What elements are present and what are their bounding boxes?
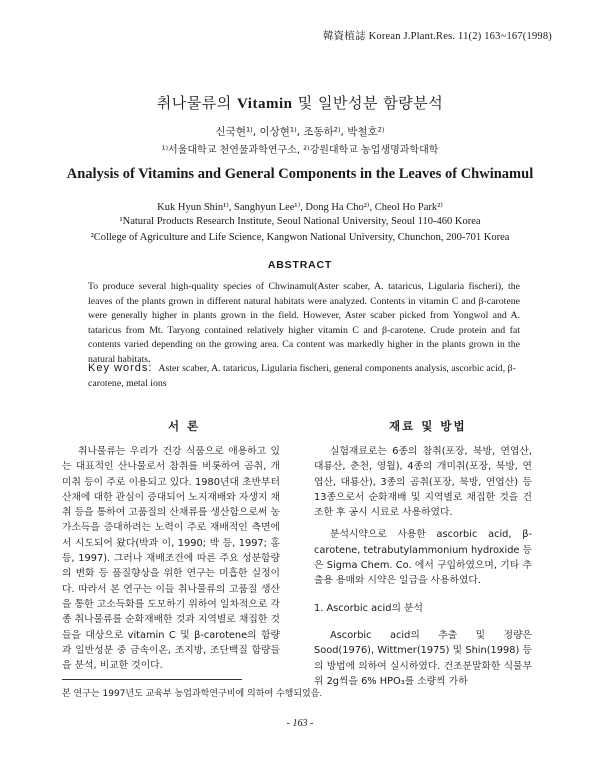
- right-column: [314, 444, 532, 689]
- abstract-heading: ABSTRACT: [267, 259, 333, 271]
- korean-authors: 신국현¹⁾, 이상현¹⁾, 조동하²⁾, 박철호²⁾: [215, 126, 385, 138]
- english-affiliation-2: ²College of Agriculture and Life Science, Kangwon National University, Chunchon, 200-701 Korea: [90, 232, 510, 243]
- keywords-text: Aster scaber, A. tataricus, Ligularia fischeri, general components analysis, ascorbic acid, β-carotene, metal ions: [88, 363, 516, 389]
- journal-header: 韓資植誌 Korean J.Plant.Res. 11(2) 163~167(1998): [322, 31, 552, 42]
- english-authors: Kuk Hyun Shin¹⁾, Sanghyun Lee¹⁾, Dong Ha Cho²⁾, Cheol Ho Park²⁾: [157, 202, 443, 213]
- introduction-paragraph: 취나물류는 우리가 건강 식품으로 애용하고 있는 대표적인 산나물로서 참취를 비롯하여 곰취, 개미취 등이 주로 이용되고 있다. 1980년대 초반부터 산채에 대한 관심이 증대되어 노지재배와 자생지 채취 등을 통하여 고품질의 산채류를 생산함으로써 농가소득을 증대하려는 노력이 주로 재배적인 측면에서 시도되어 왔다(박과 이, 1990; 박 등, 1997; 홍 등, 1997). 그러나 재배조건에 따른 주요 성분함량의 변화 등 품질향상을 위한 연구는 미흡한 실정이다. 따라서 본 연구는 이들 취나물류의 고품질 생산을 통한 고소득화를 도모하기 위하여 일차적으로 각종 취나물류를 순화재배한 것과 지역별로 채집한 것들을 대상으로 vitamin C 및 β-carotene의 함량과 일반성분 중 금속이온, 조지방, 조단백질 함량들을 분석, 비교한 것이다.: [62, 446, 280, 672]
- footnote-divider: [62, 679, 242, 680]
- section-heading-methods: 재료 및 방법: [389, 419, 467, 433]
- methods-paragraph-2: 분석시약으로 사용한 ascorbic acid, β-carotene, tetrabutylammonium hydroxide 등은 Sigma Chem. Co. 에서 구입하였으며, 기타 추출용 용매와 시약은 일급을 사용하였다.: [314, 529, 533, 587]
- methods-paragraph-1: 실험재료로는 6종의 참취(포장, 북방, 연엽산, 대룡산, 춘천, 영월), 4종의 개미취(포장, 북방, 연엽산, 대룡산), 3종의 곰취(포장, 북방, 연엽산) 등 13종으로서 순화재배 및 지역별로 채집한 것을 건조한 후 공시 시료로 사용하였다.: [314, 446, 532, 519]
- korean-title-pre: 취나물류의: [156, 94, 238, 112]
- methods-paragraph-3: Ascorbic acid의 추출 및 정량은 Sood(1976), Wittmer(1975) 및 Shin(1998) 등의 방법에 의하여 실시하였다. 건조분말화한 식물부위 2g씩을 6% HPO₃를 소량씩 가하: [314, 629, 532, 687]
- keywords-label: Key words:: [88, 362, 153, 374]
- english-title: Analysis of Vitamins and General Components in the Leaves of Chwinamul: [66, 166, 534, 182]
- korean-title: [0, 92, 600, 113]
- korean-title-bold: Vitamin: [237, 96, 293, 112]
- keywords: [88, 361, 528, 391]
- page-number: - 163 -: [286, 718, 314, 729]
- left-column: [62, 444, 280, 673]
- abstract-text: To produce several high-quality species of Chwinamul(Aster scaber, A. tataricus, Ligularia fischeri), the leaves of the plants grown in different natural habitats were analyzed. Contents in vitamin C and β-carotene were generally higher in plants grown in the field. However, Aster scaber picked from Yongwol and A. tataricus from Mt. Taryong contained relatively higher vitamin C and β-carotene. Crude protein and fat contents varied depending on the growing area. Ca content was markedly higher in the plants grown in the natural habitats.: [88, 281, 520, 365]
- korean-affiliations: ¹⁾서울대학교 천연물과학연구소, ²⁾강원대학교 농업생명과학대학: [161, 145, 439, 156]
- english-affiliation-1: ¹Natural Products Research Institute, Seoul National University, Seoul 110-460 Korea: [119, 216, 481, 227]
- methods-subheading: 1. Ascorbic acid의 분석: [314, 602, 423, 614]
- footnote: 본 연구는 1997년도 교육부 농업과학연구비에 의하여 수행되었음.: [62, 689, 323, 699]
- section-heading-introduction: 서 론: [168, 419, 201, 433]
- korean-title-post: 및 일반성분 함량분석: [292, 94, 444, 112]
